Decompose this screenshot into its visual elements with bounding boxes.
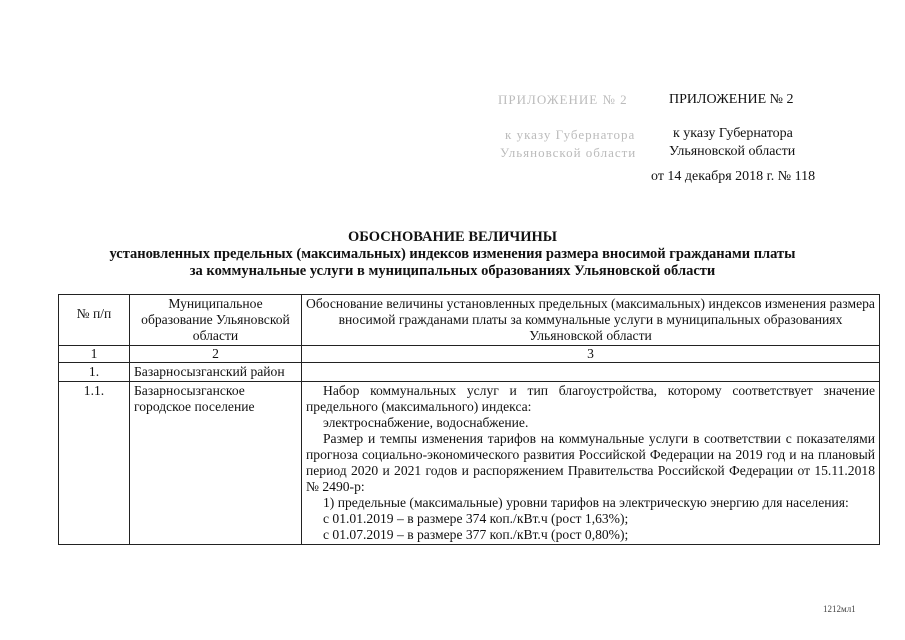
paragraph: Набор коммунальных услуг и тип благоустройства, которому соответствует значение предельного (максимального) индекса: (306, 383, 875, 414)
row-number: 1. (59, 363, 130, 382)
paragraph: 1) предельные (максимальные) уровни тарифов на электрическую энергию для населения: (323, 495, 849, 510)
municipality-name: Базарносызганское городское поселение (130, 382, 302, 545)
paragraph: с 01.07.2019 – в размере 377 коп./кВт.ч (рост 0,80%); (323, 527, 629, 542)
region-reference: Ульяновской области (669, 144, 796, 159)
document-subtitle-1: установленных предельных (максимальных) индексов изменения размера вносимой гражданами платы (109, 246, 796, 262)
document-subtitle-2: за коммунальные услуги в муниципальных образованиях Ульяновской области (189, 263, 716, 279)
column-number: 2 (130, 346, 302, 363)
paragraph: с 01.01.2019 – в размере 374 коп./кВт.ч (рост 1,63%); (323, 511, 629, 526)
footer-code: 1212мл1 (823, 604, 856, 614)
column-number: 1 (59, 346, 130, 363)
column-numbers-row (59, 346, 880, 363)
appendix-label: ПРИЛОЖЕНИЕ № 2 (669, 92, 794, 107)
bleed-through-region: Ульяновской области (500, 145, 637, 160)
table-header-row (59, 295, 880, 346)
decree-reference: к указу Губернатора (673, 126, 793, 141)
indices-table (58, 294, 880, 545)
table-row (59, 382, 880, 545)
header-number: № п/п (59, 295, 130, 346)
table-row (59, 363, 880, 382)
decree-date: от 14 декабря 2018 г. № 118 (651, 169, 816, 184)
row-number: 1.1. (59, 382, 130, 545)
document-title: ОБОСНОВАНИЕ ВЕЛИЧИНЫ (347, 229, 557, 245)
paragraph: электроснабжение, водоснабжение. (323, 415, 529, 430)
municipality-name: Базарносызганский район (130, 363, 302, 382)
justification-cell (302, 363, 880, 382)
header-municipality: Муниципальное образование Ульяновской области (130, 295, 302, 346)
header-justification: Обоснование величины установленных предельных (максимальных) индексов изменения размера вносимой гражданами платы за коммунальные услуги в муниципальных образованиях Ульяновской области (302, 295, 880, 346)
justification-cell (302, 382, 880, 545)
column-number: 3 (302, 346, 880, 363)
bleed-through-decree: к указу Губернатора (505, 127, 636, 142)
paragraph: Размер и темпы изменения тарифов на коммунальные услуги в соответствии с показателями прогноза социально-экономического развития Российской Федерации на 2019 год и на плановый период 2020 и 2021 годов и распоряжением Правительства Российской Федерации от 15.11.2018 № 2490-р: (306, 431, 875, 494)
bleed-through-appendix: ПРИЛОЖЕНИЕ № 2 (498, 92, 628, 107)
